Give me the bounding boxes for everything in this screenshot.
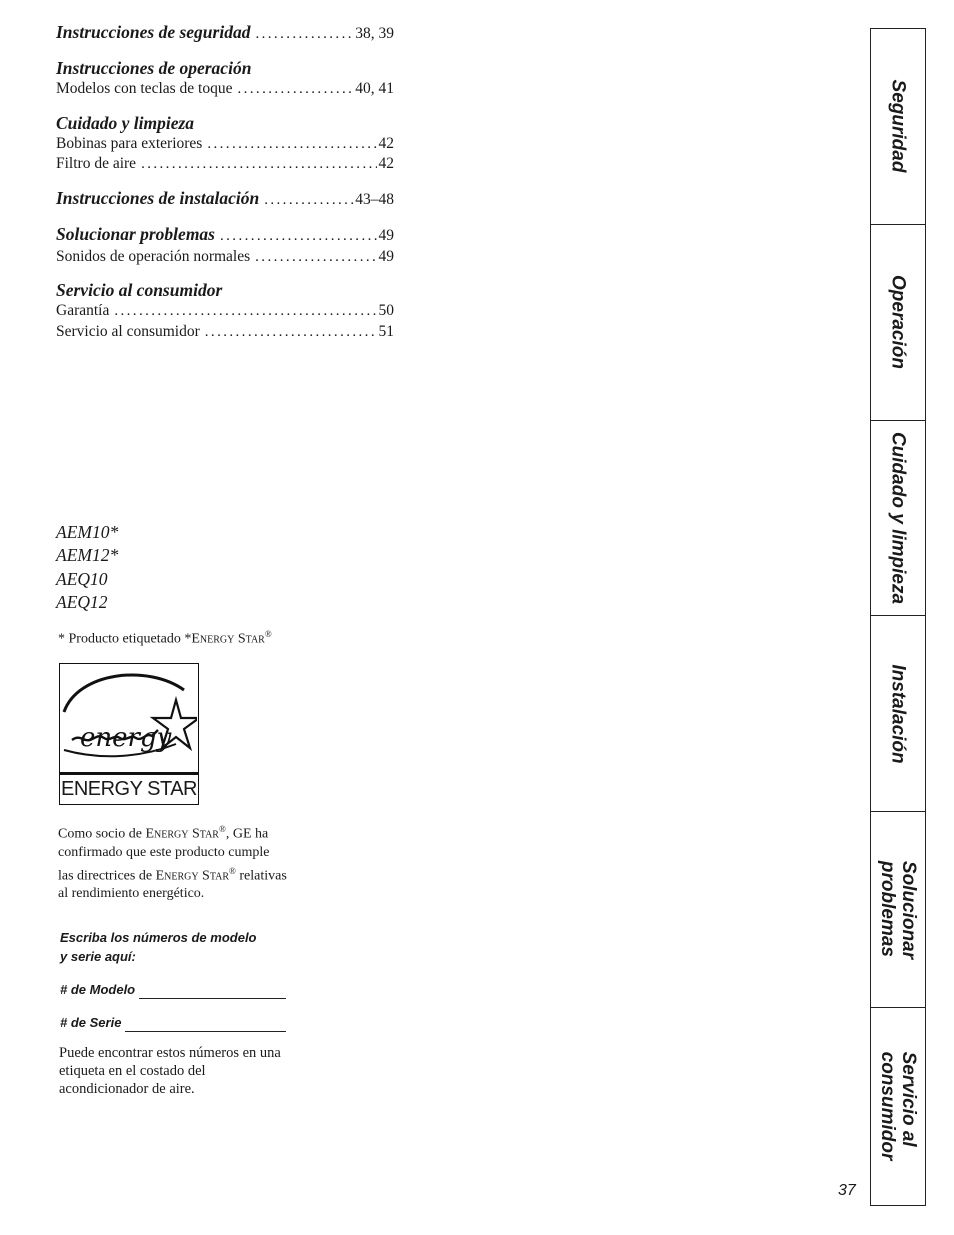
- toc-section: [56, 22, 394, 45]
- toc-section-title: Cuidado y limpieza: [56, 112, 195, 133]
- toc-page-number: 40, 41: [355, 80, 394, 97]
- section-tab-label: Instalación: [887, 664, 909, 764]
- toc-entry-label: Modelos con teclas de toque: [56, 80, 233, 97]
- toc-entry: [56, 247, 394, 268]
- toc-entry-label: Filtro de aire: [56, 155, 137, 172]
- toc-entry: [56, 79, 394, 100]
- energy-star-footnote: [58, 629, 272, 648]
- toc-leader-dots: [114, 301, 376, 322]
- partner-text-2: , GE ha confirmado que este producto cumple las directrices de: [58, 826, 270, 884]
- model-number: AEQ10: [56, 568, 108, 589]
- toc-page-number: 43–48: [355, 190, 394, 208]
- toc-leader-dots: [220, 226, 377, 247]
- model-serial-form: [60, 928, 286, 1032]
- section-tab[interactable]: [871, 812, 925, 1008]
- toc-section-title: Instrucciones de seguridad: [56, 22, 251, 42]
- partner-brand-2: Energy Star: [155, 868, 230, 884]
- section-tab-label: Cuidado y limpieza: [887, 432, 909, 605]
- partner-reg-2: ®: [229, 865, 236, 876]
- toc-entry: [56, 154, 394, 175]
- energy-star-logo: [59, 663, 199, 805]
- model-number: AEM10*: [56, 522, 119, 542]
- toc-section: [56, 188, 394, 211]
- toc-page-number: 50: [378, 302, 394, 319]
- form-heading-2: y serie aquí:: [60, 949, 136, 964]
- toc-section-title: Instrucciones de operación: [56, 58, 252, 78]
- toc-section-title: Servicio al consumidor: [56, 280, 223, 300]
- toc-leader-dots: [237, 79, 353, 100]
- toc-entry-label: Sonidos de operación normales: [56, 247, 251, 265]
- toc-entry: [56, 301, 394, 322]
- serial-number-label: # de Serie: [60, 1015, 122, 1030]
- toc-page-number: 49: [378, 226, 394, 244]
- toc-page-number: 42: [378, 134, 394, 152]
- partner-brand-1: Energy Star: [145, 826, 219, 842]
- model-list: [56, 521, 118, 614]
- section-tab[interactable]: [871, 421, 925, 617]
- model-number: AEQ12: [56, 591, 108, 612]
- toc-leader-dots: [141, 154, 376, 175]
- partner-statement: [58, 820, 288, 903]
- section-tab-label: Servicio al consumidor: [877, 1051, 919, 1161]
- model-number-label: # de Modelo: [60, 982, 136, 997]
- toc-leader-dots: [255, 24, 353, 45]
- form-heading-1: Escriba los números de modelo: [60, 930, 257, 945]
- energy-script-text: energy: [80, 723, 172, 753]
- toc-section: [56, 113, 394, 175]
- model-number: AEM12*: [56, 545, 119, 566]
- partner-reg-1: ®: [218, 824, 226, 834]
- toc-leader-dots: [255, 247, 376, 268]
- toc-section: [56, 58, 394, 100]
- toc-section-title-row: [56, 22, 394, 45]
- section-tab-label: Seguridad: [887, 79, 909, 173]
- energy-star-emblem-icon: [60, 664, 197, 772]
- serial-number-line: [125, 1020, 286, 1032]
- toc-section-title-row: [56, 188, 394, 211]
- section-tab-label: Solucionar problemas: [877, 860, 919, 959]
- serial-number-row: [60, 1013, 286, 1032]
- toc-page-number: 38, 39: [355, 25, 394, 42]
- toc-section-title: Solucionar problemas: [56, 223, 215, 244]
- toc-page-number: 42: [378, 155, 394, 172]
- toc-section: [56, 224, 394, 268]
- model-number-line: [139, 987, 286, 999]
- footnote-brand: Energy Star: [191, 631, 265, 647]
- table-of-contents: [56, 22, 394, 355]
- toc-section-title: Instrucciones de instalación: [56, 187, 260, 208]
- partner-text-1: Como socio de: [58, 826, 146, 842]
- section-tab[interactable]: [871, 617, 925, 813]
- toc-section-title-row: [56, 224, 394, 247]
- model-number-row: [60, 980, 286, 999]
- section-tab[interactable]: [871, 225, 925, 421]
- section-tab[interactable]: [871, 1008, 925, 1204]
- toc-entry-label: Bobinas para exteriores: [56, 134, 203, 152]
- toc-page-number: 49: [378, 247, 394, 265]
- partner-text-3: relativas al rendimiento energético.: [58, 868, 287, 902]
- section-tab-label: Operación: [887, 275, 909, 370]
- section-tab[interactable]: [871, 29, 925, 225]
- energy-star-logo-text: ENERGY STAR: [60, 772, 198, 804]
- find-numbers-note: Puede encontrar estos números en una etiqueta en el costado del acondicionador de aire.: [59, 1045, 281, 1097]
- footnote-prefix: * Producto etiquetado *: [58, 631, 192, 647]
- section-tabs: [870, 28, 926, 1206]
- toc-leader-dots: [207, 134, 376, 155]
- footnote-reg: ®: [264, 629, 272, 639]
- toc-leader-dots: [205, 322, 377, 343]
- toc-section: [56, 280, 394, 342]
- toc-entry: [56, 134, 394, 155]
- toc-page-number: 51: [378, 322, 394, 340]
- toc-entry: [56, 322, 394, 343]
- page-number: 37: [838, 1182, 856, 1199]
- toc-entry-label: Servicio al consumidor: [56, 322, 200, 340]
- toc-leader-dots: [264, 190, 353, 211]
- toc-entry-label: Garantía: [56, 302, 110, 319]
